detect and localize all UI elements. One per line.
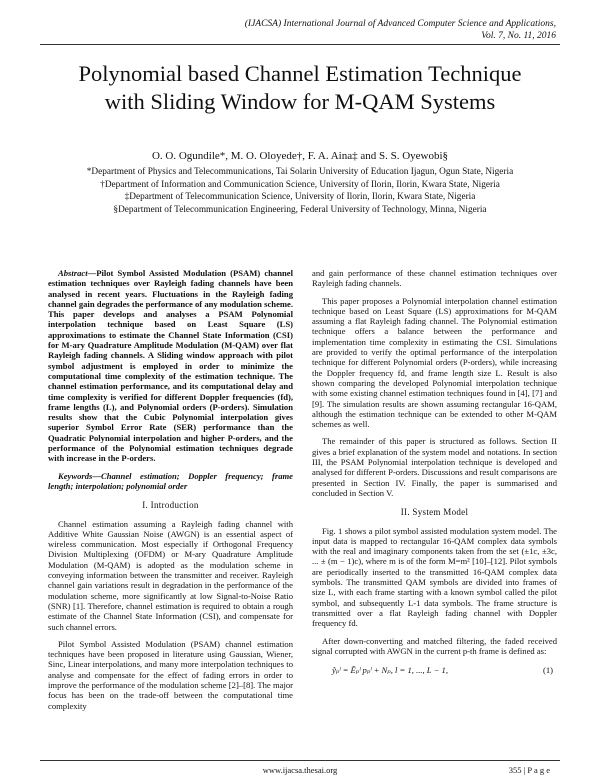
affiliation-4: §Department of Telecommunication Engineering, Federal University of Technology, Minna, Nigeria xyxy=(113,204,487,215)
page-number: 355 | P a g e xyxy=(508,765,550,775)
affiliation-3: ‡Department of Telecommunication Science, University of Ilorin, Ilorin, Kwara State, Nigeria xyxy=(124,192,476,203)
abstract-text: Pilot Symbol Assisted Modulation (PSAM) channel estimation techniques over Rayleigh fading channels have been analysed in recent years. Fluctuations in the Rayleigh fading channel gain degrades the performance of any modulation scheme. This paper develops and analyses a PSAM Polynomial interpolation technique based on Least Square (LS) approximations to estimate the Channel State Information (CSI) for M-ary Quadrature Amplitude Modulation (M-QAM) over flat Rayleigh fading channels. A Sliding window approach with pilot symbol adjustment is employed in order to minimize the computational time complexity of the estimation technique. The channel estimation performance, and its computational delay and time complexity is verified for different Doppler frequencies (fd), frame lengths (L), and Polynomial orders (P-orders). Simulation results show that the Cubic Polynomial interpolation gives superior Symbol Error Rate (SER) performance than the Quadratic Polynomial interpolation and higher P-orders, and the performance of the Polynomial estimation techniques degrade with increase in the P-orders. xyxy=(48,268,293,464)
journal-header xyxy=(245,18,556,42)
journal-volume: Vol. 7, No. 11, 2016 xyxy=(481,31,556,41)
affiliations xyxy=(40,166,560,216)
right-paragraph-continued: and gain performance of these channel estimation techniques over Rayleigh fading channels. xyxy=(312,268,557,289)
footer-rule xyxy=(40,760,560,761)
paper-title xyxy=(40,60,560,116)
keywords-text: Channel estimation; Doppler frequency; frame length; interpolation; polynomial order xyxy=(48,470,293,491)
title-line-2: with Sliding Window for M-QAM Systems xyxy=(104,89,496,114)
right-paragraph-1: This paper proposes a Polynomial interpolation channel estimation technique based on Least Square (LS) approximations for M-QAM assuming a flat Rayleigh fading channel. The Polynomial estimation technique offers a balance between the performance and implementation time complexity in estimating the CSI. Simulations are provided to verify the optimal performance of the interpolation technique for different Polynomial orders (P-orders), while increasing the Doppler frequency fd, and frame length size L. Result is also shown comparing the developed Polynomial interpolation technique with some existing channel estimation techniques found in [4], [7] and [9]. The simulation results are shown assuming rectangular 16-QAM, although the estimation technique can be extended to other M-QAM schemes as well. xyxy=(312,295,557,430)
left-column xyxy=(48,268,293,718)
section-heading-system-model: II. System Model xyxy=(400,507,469,518)
equation-1 xyxy=(312,663,557,675)
abstract-label: Abstract— xyxy=(58,268,97,278)
intro-paragraph-1: Channel estimation assuming a Rayleigh fading channel with Additive White Gaussian Noise (AWGN) is an essential aspect of wireless communication. Most especially if Orthogonal Frequency Division Multiplexing (OFDM) or M-ary Quadrature Amplitude Modulation (M-QAM) is adopted as the modulation scheme in conveying information between the transmitter and receiver. Rayleigh channel gain variations result in degradation in the performance of the modulation scheme, more significantly at low Signal-to-Noise Ratio (SNR) [1]. Therefore, channel estimation is required to obtain a rough estimate of the Channel State Information (CSI), and compensate for such channel errors. xyxy=(48,518,293,632)
journal-name: (IJACSA) International Journal of Advanced Computer Science and Applications, xyxy=(244,19,556,29)
author-list: O. O. Ogundile*, M. O. Oloyede†, F. A. Aina‡ and S. S. Oyewobi§ xyxy=(151,150,449,162)
affiliation-2: †Department of Information and Communication Science, University of Ilorin, Ilorin, Kwara State, Nigeria xyxy=(100,179,500,190)
equation-number: (1) xyxy=(542,665,553,676)
system-model-paragraph-1: Fig. 1 shows a pilot symbol assisted modulation system model. The input data is mapped to rectangular 16-QAM complex data symbols with the real and imaginary components taken from the set (±1c, ±3c, ... ± (m − 1)c), where m is of the form M=m² [10]–[12]. Pilot symbols are periodically inserted to the transmitted 16-QAM complex data symbols. The transmitted QAM symbols are divided into frames of size L, with each frame starting with a known symbol called the pilot symbol, and subsequently L-1 data symbols. The frame structure is transmitted over a flat Rayleigh fading channel with Doppler frequency fd. xyxy=(312,525,557,629)
system-model-paragraph-2: After down-converting and matched filtering, the faded received signal corrupted with AWGN in the current p-th frame is defined as: xyxy=(312,635,557,656)
right-column xyxy=(312,268,557,675)
keywords xyxy=(48,471,293,492)
equation-body: ỹₚˡ = Ẽₚˡ pₚˡ + Nₚ, l = 1, ..., L − 1, xyxy=(332,665,448,676)
intro-paragraph-2: Pilot Symbol Assisted Modulation (PSAM) channel estimation techniques have been proposed in literature using Gaussian, Wiener, Sinc, Linear interpolations, and many more interpolation techniques to analyse and compensate for the effect of fading errors in order to improve the performance of the modulation scheme [2]–[8]. The major focus has been on the trade-off between the computational time complexity xyxy=(48,638,293,711)
right-paragraph-2: The remainder of this paper is structured as follows. Section II gives a brief explanation of the system model and notations. In section III, the PSAM Polynomial interpolation technique is developed and analysed for different P-orders. Discussions and result comparisons are presented in Section IV. Finally, the paper is summarised and concluded in Section V. xyxy=(312,436,557,498)
header-rule xyxy=(40,44,560,45)
abstract xyxy=(48,268,293,464)
section-heading-introduction: I. Introduction xyxy=(142,500,199,511)
affiliation-1: *Department of Physics and Telecommunications, Tai Solarin University of Education Ijagun, Ogun State, Nigeria xyxy=(86,167,514,177)
keywords-label: Keywords— xyxy=(58,470,101,481)
footer-url: www.ijacsa.thesai.org xyxy=(262,765,338,775)
title-line-1: Polynomial based Channel Estimation Technique xyxy=(78,61,522,86)
